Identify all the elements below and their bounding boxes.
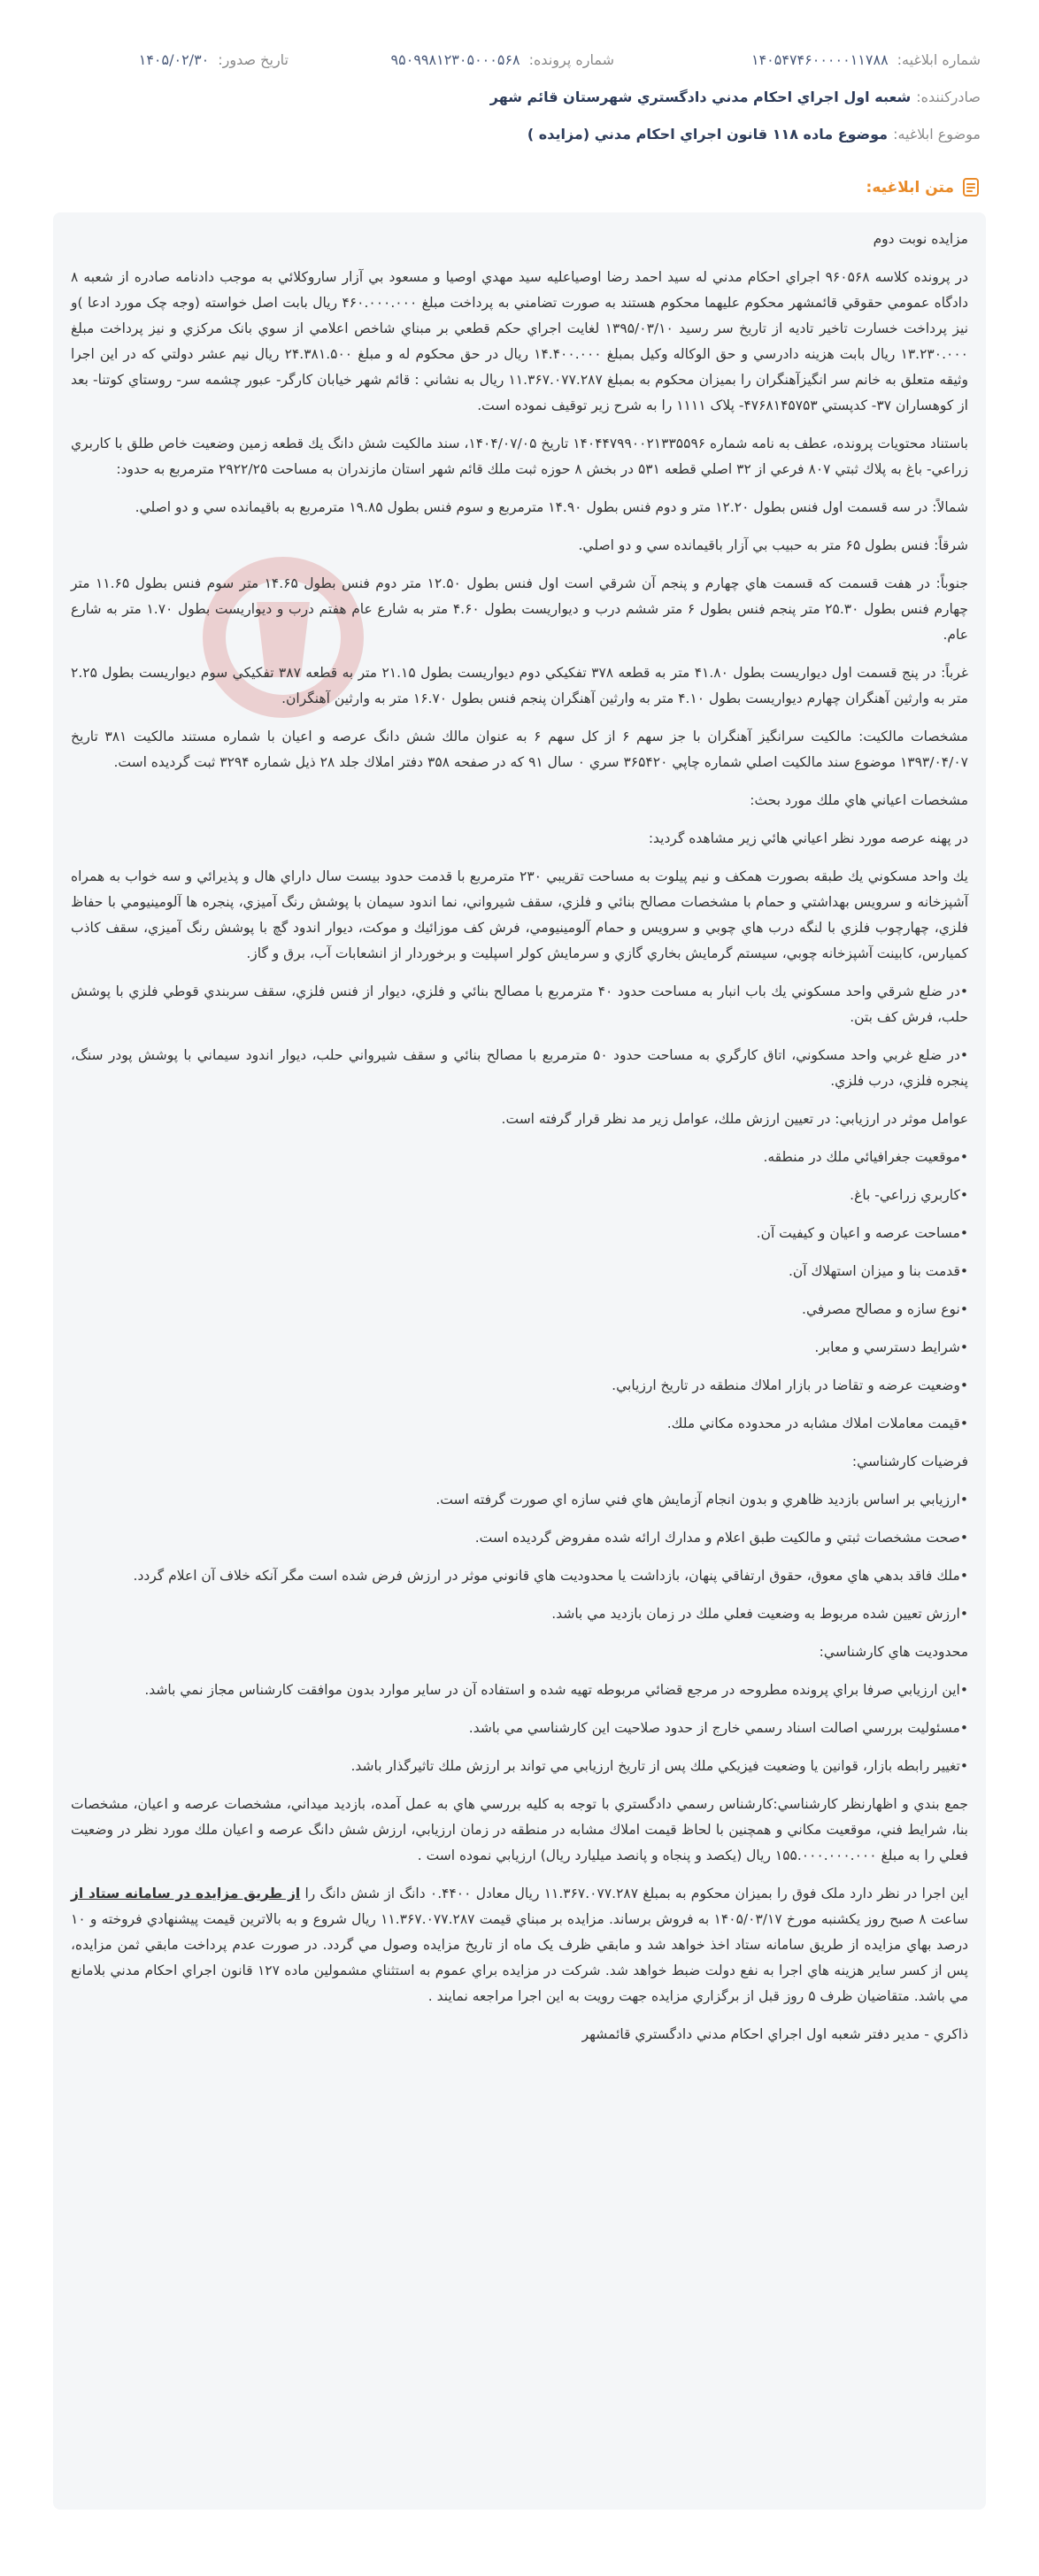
notice-text-label: متن ابلاغيه: xyxy=(866,179,954,197)
notice-paragraph: •ارزيابي بر اساس بازديد ظاهري و بدون انجام آزمايش هاي فني سازه اي صورت گرفته است. xyxy=(435,1492,968,1508)
meta-row xyxy=(0,51,1039,78)
auction-emphasis: از طريق مزايده در سامانه ستاد از xyxy=(71,1886,301,1901)
notice-paragraph: باستناد محتويات پرونده، عطف به نامه شماره ۱۴۰۴۴۷۹۹۰۰۲۱۳۳۵۵۹۶ تاريخ ۱۴۰۴/۰۷/۰۵، سند مالکيت شش دانگ يك قطعه زمين وضعيت خاص طلق با کاربري زراعي- باغ به پلاك ثبتي ۸۰۷ فرعي از ۳۲ اصلي قطعه ۵۳۱ در بخش ۸ حوزه ثبت ملك قائم شهر استان مازندران به مساحت ۲۹۲۲/۲۵ مترمربع به حدود: xyxy=(71,436,968,477)
notice-paragraph: مشخصات مالکيت: مالکيت سرانگيز آهنگران با جز سهم ۶ از کل سهم ۶ به عنوان مالك شش دانگ عرصه و اعيان با شماره مستند مالکيت ۳۸۱ تاريخ ۱۳۹۳/۰۴/۰۷ موضوع سند مالکيت اصلي شماره چاپي ۳۶۵۴۲۰ سري ۰ سال ۹۱ که در صفحه ۳۵۸ دفتر املاك جلد ۲۸ ذيل شماره ۳۲۹۴ ثبت گرديده است. xyxy=(71,729,968,770)
case-number-label: شماره پرونده: xyxy=(528,51,614,68)
notice-paragraph: غرباً: در پنج قسمت اول ديواريست بطول ۴۱.۸۰ متر به قطعه ۳۷۸ تفکيکي دوم ديواريست بطول ۲۱.۱۵ متر به قطعه ۳۸۷ تفکيکي سوم ديواريست بطول ۲.۲۵ متر به وارثين آهنگران چهارم ديواريست بطول ۴.۱۰ متر به وارثين آهنگران پنجم فنس بطول ۱۶.۷۰ متر به وارثين آهنگران. xyxy=(71,665,968,706)
issuer-label: صادرکننده: xyxy=(916,89,981,105)
case-number xyxy=(391,51,614,68)
subject-value: موضوع ماده ۱۱۸ قانون اجراي احکام مدني (مزايده ) xyxy=(527,126,889,143)
auction-paragraph xyxy=(71,1881,968,2009)
notice-paragraph: شمالاً: در سه قسمت اول فنس بطول ۱۲.۲۰ متر و دوم فنس بطول ۱۴.۹۰ مترمربع و سوم فنس بطول ۱۹.۸۵ مترمربع به باقيمانده سي و دو اصلي. xyxy=(135,499,968,515)
notice-paragraph: جنوباً: در هفت قسمت که قسمت هاي چهارم و پنجم آن شرقي است اول فنس بطول ۱۲.۵۰ متر دوم فنس بطول ۱۴.۶۵ متر سوم فنس بطول ۱۱.۶۵ متر چهارم فنس بطول ۲۵.۳۰ متر پنجم فنس بطول ۶ متر ششم درب و ديواريست بطول ۴.۶۰ متر به شارع عام هفتم درب و ديواريست بطول ۱.۷۰ متر به شارع عام. xyxy=(71,575,968,643)
issuer-row xyxy=(490,89,981,105)
notice-paragraph: عوامل موثر در ارزيابي: در تعيين ارزش ملك، عوامل زير مد نظر قرار گرفته است. xyxy=(501,1111,968,1127)
notice-paragraph: مشخصات اعياني هاي ملك مورد بحث: xyxy=(750,792,968,808)
issue-date-value: ۱۴۰۵/۰۲/۳۰ xyxy=(138,51,210,68)
notice-number-label: شماره ابلاغيه: xyxy=(897,51,981,68)
notice-number xyxy=(751,51,981,68)
issue-date-label: تاريخ صدور: xyxy=(218,51,289,68)
notice-body xyxy=(53,212,986,2510)
notice-number-value: ۱۴۰۵۴۷۴۶۰۰۰۰۰۱۱۷۸۸ xyxy=(750,51,889,68)
notice-paragraph: •کاربري زراعي- باغ. xyxy=(850,1187,968,1203)
notice-paragraph: يك واحد مسکوني يك طبقه بصورت همکف و نيم پيلوت به مساحت تقريبي ۲۳۰ مترمربع با قدمت حدود بيست سال داراي هال و پذيرائي و سه خواب به همراه آشپزخانه و سرويس بهداشتي و حمام با مشخصات مصالح بنائي و فلزي، سقف شيرواني، نما اندود سيمان با پوشش رنگ آميزي، پنجره ها آلومينيومي با حفاظ فلزي، چهارچوب فلزي با لنگه درب هاي چوبي و سرويس و حمام آلومينيومي، فرش کف موزائيك و موکت، ديوار اندود گچ با پوشش رنگ آميزي، سقف کاذب کميارس، کابينت آشپزخانه چوبي، سيستم گرمايش بخاري گازي و سرمايش کولر اسپليت و برخوردار از انشعابات آب، برق و گاز. xyxy=(71,868,968,961)
notice-paragraph: •ملك فاقد بدهي هاي معوق، حقوق ارتفاقي پنهان، بازداشت يا محدوديت هاي قانوني موثر در ارزش فرض شده است مگر آنکه خلاف آن اعلام گردد. xyxy=(133,1568,968,1584)
signature: ذاکري - مدير دفتر شعبه اول اجراي احکام مدني دادگستري قائمشهر xyxy=(581,2026,968,2042)
auction-text-before: اين اجرا در نظر دارد ملک فوق را بميزان محکوم به بمبلغ ۱۱.۳۶۷.۰۷۷.۲۸۷ ريال معادل ۰.۴۴۰۰ دانگ از شش دانگ را xyxy=(300,1886,968,1901)
issue-date xyxy=(139,51,289,68)
notice-paragraph: در پرونده کلاسه ۹۶۰۵۶۸ اجراي احکام مدني له سيد احمد رضا اوصياعليه سيد مهدي اوصيا و مسعود بي آزار ساروکلائي به موجب دادنامه صادره از شعبه ۸ دادگاه عمومي حقوقي قائمشهر محکوم عليهما محکوم هستند به صورت تضامني به پرداخت مبلغ ۴۶۰.۰۰۰.۰۰۰ ريال بابت اصل خواسته (وجه چک مورد ادعا )و نيز پرداخت خسارت تاخير تاديه از تاريخ سر رسيد ۱۳۹۵/۰۳/۱۰ لغايت اجراي حکم قطعي بر مبناي شاخص اعلامي از سوي بانک مرکزي و نيز پرداخت مبلغ ۱۳.۲۳۰.۰۰۰ ريال بابت هزينه دادرسي و حق الوکاله وکيل بمبلغ ۱۴.۴۰۰.۰۰۰ ريال در حق محکوم له و مبلغ ۲۴.۳۸۱.۵۰۰ ريال نيم عشر دولتي که در اين اجرا وثيقه متعلق به خانم سر انگيزآهنگران را بميزان محکوم به بمبلغ ۱۱.۳۶۷.۰۷۷.۲۸۷ ريال به نشاني : قائم شهر خيابان کارگر- عبور چشمه سر- روستاي کوتنا- بعد از کوهساران ۳۷- کدپستي ۴۷۶۸۱۴۵۷۵۳- پلاک ۱۱۱۱ را به شرح زير توقيف نموده است. xyxy=(71,269,969,413)
notice-paragraph: فرضيات کارشناسي: xyxy=(851,1454,968,1469)
notice-paragraph: •قيمت معاملات املاك مشابه در محدوده مکاني ملك. xyxy=(666,1415,968,1431)
notice-paragraph: •شرايط دسترسي و معابر. xyxy=(814,1339,968,1355)
notice-text-header xyxy=(866,175,982,200)
issuer-value: شعبه اول اجراي احکام مدني دادگستري شهرستان قائم شهر xyxy=(489,89,912,105)
notice-paragraph: در پهنه عرصه مورد نظر اعياني هائي زير مشاهده گرديد: xyxy=(648,830,968,846)
notice-paragraph: •ارزش تعيين شده مربوط به وضعيت فعلي ملك در زمان بازديد مي باشد. xyxy=(551,1606,968,1622)
notice-paragraph: •موقعيت جغرافيائي ملك در منطقه. xyxy=(763,1149,968,1165)
notice-paragraph: •وضعيت عرضه و تقاضا در بازار املاك منطقه در تاريخ ارزيابي. xyxy=(612,1377,968,1393)
subject-label: موضوع ابلاغيه: xyxy=(893,126,981,143)
auction-text-after: ساعت ۸ صبح روز يکشنبه مورخ ۱۴۰۵/۰۳/۱۷ به فروش برساند. مزايده بر مبناي قيمت ۱۱.۳۶۷.۰۷۷.۲۸۷ ريال شروع و به بالاترين قيمت پيشنهادي فروخته و ۱۰ درصد بهاي مزايده از طريق سامانه ستاد اخذ خواهد شد و مابقي ظرف يک ماه از تاريخ مزايده وصول مي گردد. در صورت عدم پرداخت مابقي ثمن مزايده، پس از کسر ساير هزينه هاي اجرا به نفع دولت ضبط خواهد شد. شرکت در مزايده براي عموم به استثناي مشمولين ماده ۱۲۷ قانون اجراي احکام مدني بلامانع مي باشد. متقاضيان ظرف ۵ روز قبل از برگزاري مزايده جهت رويت به اين اجرا مراجعه نمايند . xyxy=(71,1911,968,2004)
subject-row xyxy=(527,126,981,143)
notice-paragraph: •صحت مشخصات ثبتي و مالکيت طبق اعلام و مدارك ارائه شده مفروض گرديده است. xyxy=(474,1530,968,1546)
notice-paragraph: محدوديت هاي کارشناسي: xyxy=(819,1644,968,1660)
notice-paragraph: شرقاً: فنس بطول ۶۵ متر به حبيب بي آزار باقيمانده سي و دو اصلي. xyxy=(578,537,968,553)
notice-paragraph: •در ضلع شرقي واحد مسکوني يك باب انبار به مساحت حدود ۴۰ مترمربع با مصالح بنائي و فلزي، ديوار از فنس فلزي، سقف سربندي قوطي فلزي با پوشش حلب، فرش کف بتن. xyxy=(71,983,968,1025)
case-number-value: ۹۵۰۹۹۸۱۲۳۰۵۰۰۰۵۶۸ xyxy=(390,51,520,68)
notice-paragraph: •تغيير رابطه بازار، قوانين يا وضعيت فيزيکي ملك پس از تاريخ ارزيابي مي تواند بر ارزش ملك تاثيرگذار باشد. xyxy=(350,1758,968,1774)
notice-paragraph: •مسئوليت بررسي اصالت اسناد رسمي خارج از حدود صلاحيت اين کارشناسي مي باشد. xyxy=(468,1720,968,1736)
notice-paragraph: جمع بندي و اظهارنظر کارشناسي:کارشناس رسمي دادگستري با توجه به کليه بررسي هاي به عمل آمده، بازديد ميداني، مشخصات عرصه و اعيان، مشخصات بنا، شرايط فني، موقعيت مکاني و همچنين با لحاظ قيمت املاك مشابه در منطقه در زمان ارزيابي، ارزش شش دانگ عرصه و اعيان ملك مورد نظر در وضعيت فعلي را به مبلغ ۱۵۵.۰۰۰.۰۰۰.۰۰۰ ريال (يکصد و پنجاه و پانصد ميليارد ريال) ارزيابي نموده است . xyxy=(71,1796,968,1863)
notice-paragraph: •مساحت عرصه و اعيان و کيفيت آن. xyxy=(756,1225,968,1241)
notice-paragraph: •اين ارزيابي صرفا براي پرونده مطروحه در مرجع قضائي مربوطه تهيه شده و استفاده آن در ساير موارد بدون موافقت کارشناس مجاز نمي باشد. xyxy=(144,1682,968,1698)
notice-paragraph: •در ضلع غربي واحد مسکوني، اتاق کارگري به مساحت حدود ۵۰ مترمربع با مصالح بنائي و سقف شيرواني حلب، ديوار اندود سيماني با پوشش پودر سنگ، پنجره فلزي، درب فلزي. xyxy=(71,1047,969,1089)
notice-paragraph: •قدمت بنا و ميزان استهلاك آن. xyxy=(788,1263,968,1279)
notice-paragraph: •نوع سازه و مصالح مصرفي. xyxy=(802,1301,968,1317)
notice-paragraphs xyxy=(71,227,968,1869)
notice-paragraph: مزايده نوبت دوم xyxy=(873,231,968,247)
document-lines-icon xyxy=(961,177,982,198)
